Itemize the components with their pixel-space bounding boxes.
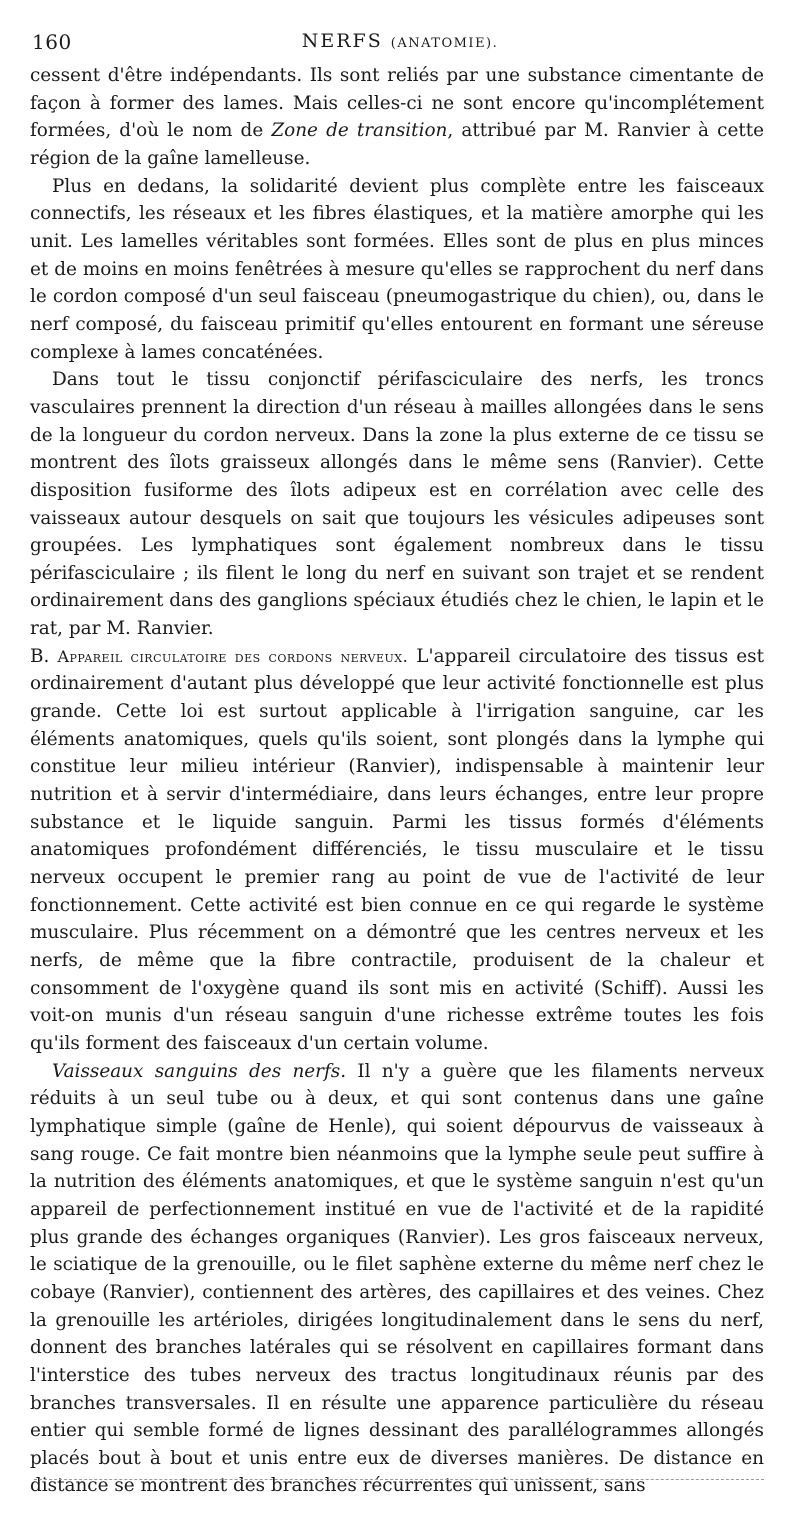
paragraph-lamelles: Plus en dedans, la solidarité devient plus complète entre les faisceaux connectifs, les réseaux et les fibres élastiques, et la matière amorphe qui les unit. Les lamelles véritables sont formées. Elles sont de plus en plus minces et de moins en moins fenêtrées à mesure qu'elles se rapprochent du nerf dans le cordon composé d'un seul faisceau (pneumogastrique du chien), ou, dans le nerf composé, du faisceau primitif qu'elles entourent en formant une séreuse complexe à lames concaténées. (30, 175, 764, 363)
subsection-heading: Vaisseaux sanguins des nerfs. (52, 1060, 347, 1082)
footer-dashed-rule (34, 1479, 764, 1480)
paragraph-appareil-circulatoire: B. Appareil circulatoire des cordons nerveux. L'appareil circulatoire des tissus est ordinairement d'autant plus développé que leur activité fonctionnelle est plus grande. Cette loi est surtout applicable à l'irrigation sanguine, car les éléments anatomiques, quels qu'ils soient, sont plongés dans la lymphe qui constitue leur milieu intérieur (Ranvier), indispensable à maintenir leur nutrition et à servir d'intermédiaire, dans leurs échanges, entre leur propre substance et le liquide sanguin. Parmi les tissus formés d'éléments anatomiques profondément différenciés, le tissu musculaire et le tissu nerveux occupent le premier rang au point de vue de l'activité de leur fonctionnement. Cette activité est bien connue en ce qui regarde le système musculaire. Plus récemment on a démontré que les centres nerveux et les nerfs, de même que la fibre contractile, produisent de la chaleur et consomment de l'oxygène quand ils sont mis en activité (Schiff). Aussi les voit-on munis d'un réseau sanguin d'une richesse extrême toutes les fois qu'ils forment des faisceaux d'un certain volume. (30, 645, 765, 1054)
running-title-main: NERFS (301, 30, 383, 52)
section-letter: B. (30, 645, 50, 667)
term-zone-de-transition: Zone de transition (271, 120, 448, 142)
page-number: 160 (32, 30, 72, 54)
section-heading: Appareil circulatoire des cordons nerveux. (57, 646, 409, 666)
paragraph-continuation: cessent d'être indépendants. Ils sont reliés par une substance cimentante de façon à former des lames. Mais celles-ci ne sont encore qu'incomplétement formées, d'où le nom de Zone de transition, attribué par M. Ranvier à cette région de la gaîne lamelleuse. (30, 65, 764, 169)
body-text (30, 62, 764, 1500)
running-title (30, 30, 770, 52)
running-title-section: (ANATOMIE). (390, 36, 499, 51)
paragraph-tissu-perifasciculaire: Dans tout le tissu conjonctif périfasciculaire des nerfs, les troncs vasculaires prennent la direction d'un réseau à mailles allongées dans le sens de la longueur du cordon nerveux. Dans la zone la plus externe de ce tissu se montrent des îlots graisseux allongés dans le même sens (Ranvier). Cette disposition fusiforme des îlots adipeux est en corrélation avec celle des vaisseaux autour desquels on sait que toujours les vésicules adipeuses sont groupées. Les lymphatiques sont également nombreux dans le tissu périfasciculaire ; ils filent le long du nerf en suivant son trajet et se rendent ordinairement dans des ganglions spéciaux étudiés chez le chien, le lapin et le rat, par M. Ranvier. (30, 369, 764, 640)
running-head (30, 30, 770, 60)
paragraph-vaisseaux-sanguins: Vaisseaux sanguins des nerfs. Il n'y a guère que les filaments nerveux réduits à un seul tube ou à deux, et qui sont contenus dans une gaîne lymphatique simple (gaîne de Henle), qui soient dépourvus de vaisseaux à sang rouge. Ce fait montre bien néanmoins que la lymphe seule peut suffire à la nutrition des éléments anatomiques, et que le système sanguin n'est qu'un appareil de perfectionnement institué en vue de l'activité et de la rapidité plus grande des échanges organiques (Ranvier). Les gros faisceaux nerveux, le sciatique de la grenouille, ou le filet saphène externe du même nerf chez le cobaye (Ranvier), contiennent des artères, des capillaires et des veines. Chez la grenouille les artérioles, dirigées longitudinalement dans le sens du nerf, donnent des branches latérales qui se résolvent en capillaires formant dans l'interstice des tubes nerveux des tractus longitudinaux réunis par des branches transversales. Il en résulte une apparence particulière du réseau entier qui semble formé de lignes dessinant des parallélogrammes allongés placés bout à bout et unis entre eux de diverses manières. De distance en distance se montrent des branches récurrentes qui unissent, sans (30, 1060, 764, 1497)
